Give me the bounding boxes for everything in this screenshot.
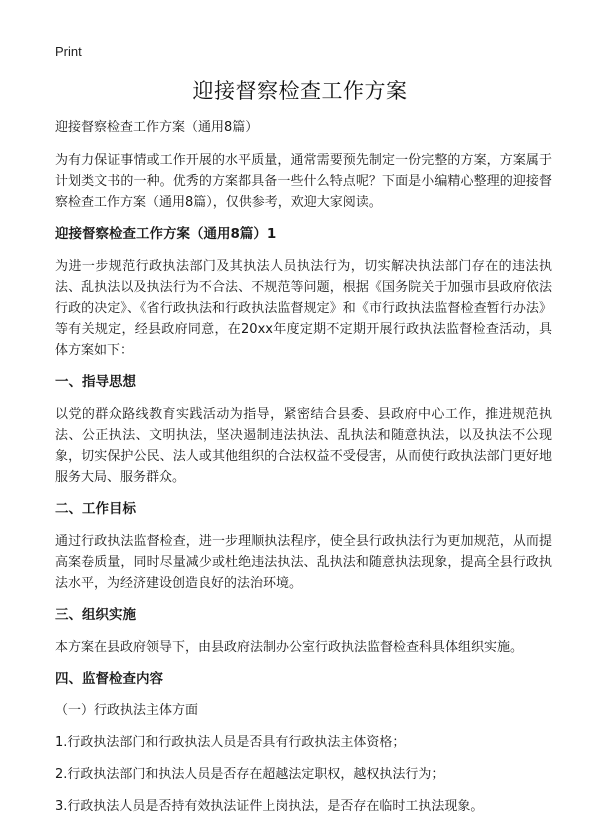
section-body-guiding-principle: 以党的群众路线教育实践活动为指导，紧密结合县委、县政府中心工作，推进规范执法、公正执法、文明执法，坚决遏制违法执法、乱执法和随意执法，以及执法不公现象，切实保护公民、法人或其他组织的合法权益不受侵害，从而使行政执法部门更好地服务大局、服务群众。 (55, 407, 552, 485)
list-item: 1.行政执法部门和行政执法人员是否具有行政执法主体资格； (55, 735, 406, 750)
section-heading-work-goals: 二、工作目标 (55, 501, 136, 517)
print-link[interactable]: Print (55, 44, 82, 59)
document-subtitle: 迎接督察检查工作方案（通用8篇） (55, 120, 259, 135)
intro-paragraph: 为有力保证事情或工作开展的水平质量，通常需要预先制定一份完整的方案，方案属于计划类文书的一种。优秀的方案都具备一些什么特点呢？下面是小编精心整理的迎接督察检查工作方案（通用8篇），仅供参考，欢迎大家阅读。 (55, 153, 552, 210)
list-item: 2.行政执法部门和执法人员是否存在超越法定职权，越权执法行为； (55, 767, 445, 782)
section-body-organization: 本方案在县政府领导下，由县政府法制办公室行政执法监督检查科具体组织实施。 (55, 640, 524, 655)
document-title: 迎接督察检查工作方案 (192, 79, 408, 103)
section-body-work-goals: 通过行政执法监督检查，进一步理顺执法程序，使全县行政执法行为更加规范，从而提高案卷质量，同时尽量减少或杜绝违法执法、乱执法和随意执法现象，提高全县行政执法水平，为经济建设创造良好的法治环境。 (55, 534, 552, 591)
list-item: 3.行政执法人员是否持有效执法证件上岗执法，是否存在临时工执法现象。 (55, 799, 484, 814)
article-intro-paragraph: 为进一步规范行政执法部门及其执法人员执法行为，切实解决执法部门存在的违法执法、乱执法以及执法行为不合法、不规范等问题，根据《国务院关于加强市县政府依法行政的决定》、《省行政执法和行政执法监督规定》和《市行政执法监督检查暂行办法》等有关规定，经县政府同意，在20xx年度定期不定期开展行政执法监督检查活动，具体方案如下： (55, 259, 552, 358)
article-heading: 迎接督察检查工作方案（通用8篇）1 (55, 226, 277, 242)
subsection-heading-enforcement-subject: （一）行政执法主体方面 (55, 703, 199, 718)
document-body (55, 118, 552, 829)
section-heading-guiding-principle: 一、指导思想 (55, 374, 136, 390)
section-heading-inspection-content: 四、监督检查内容 (55, 671, 163, 687)
section-heading-organization: 三、组织实施 (55, 607, 136, 623)
